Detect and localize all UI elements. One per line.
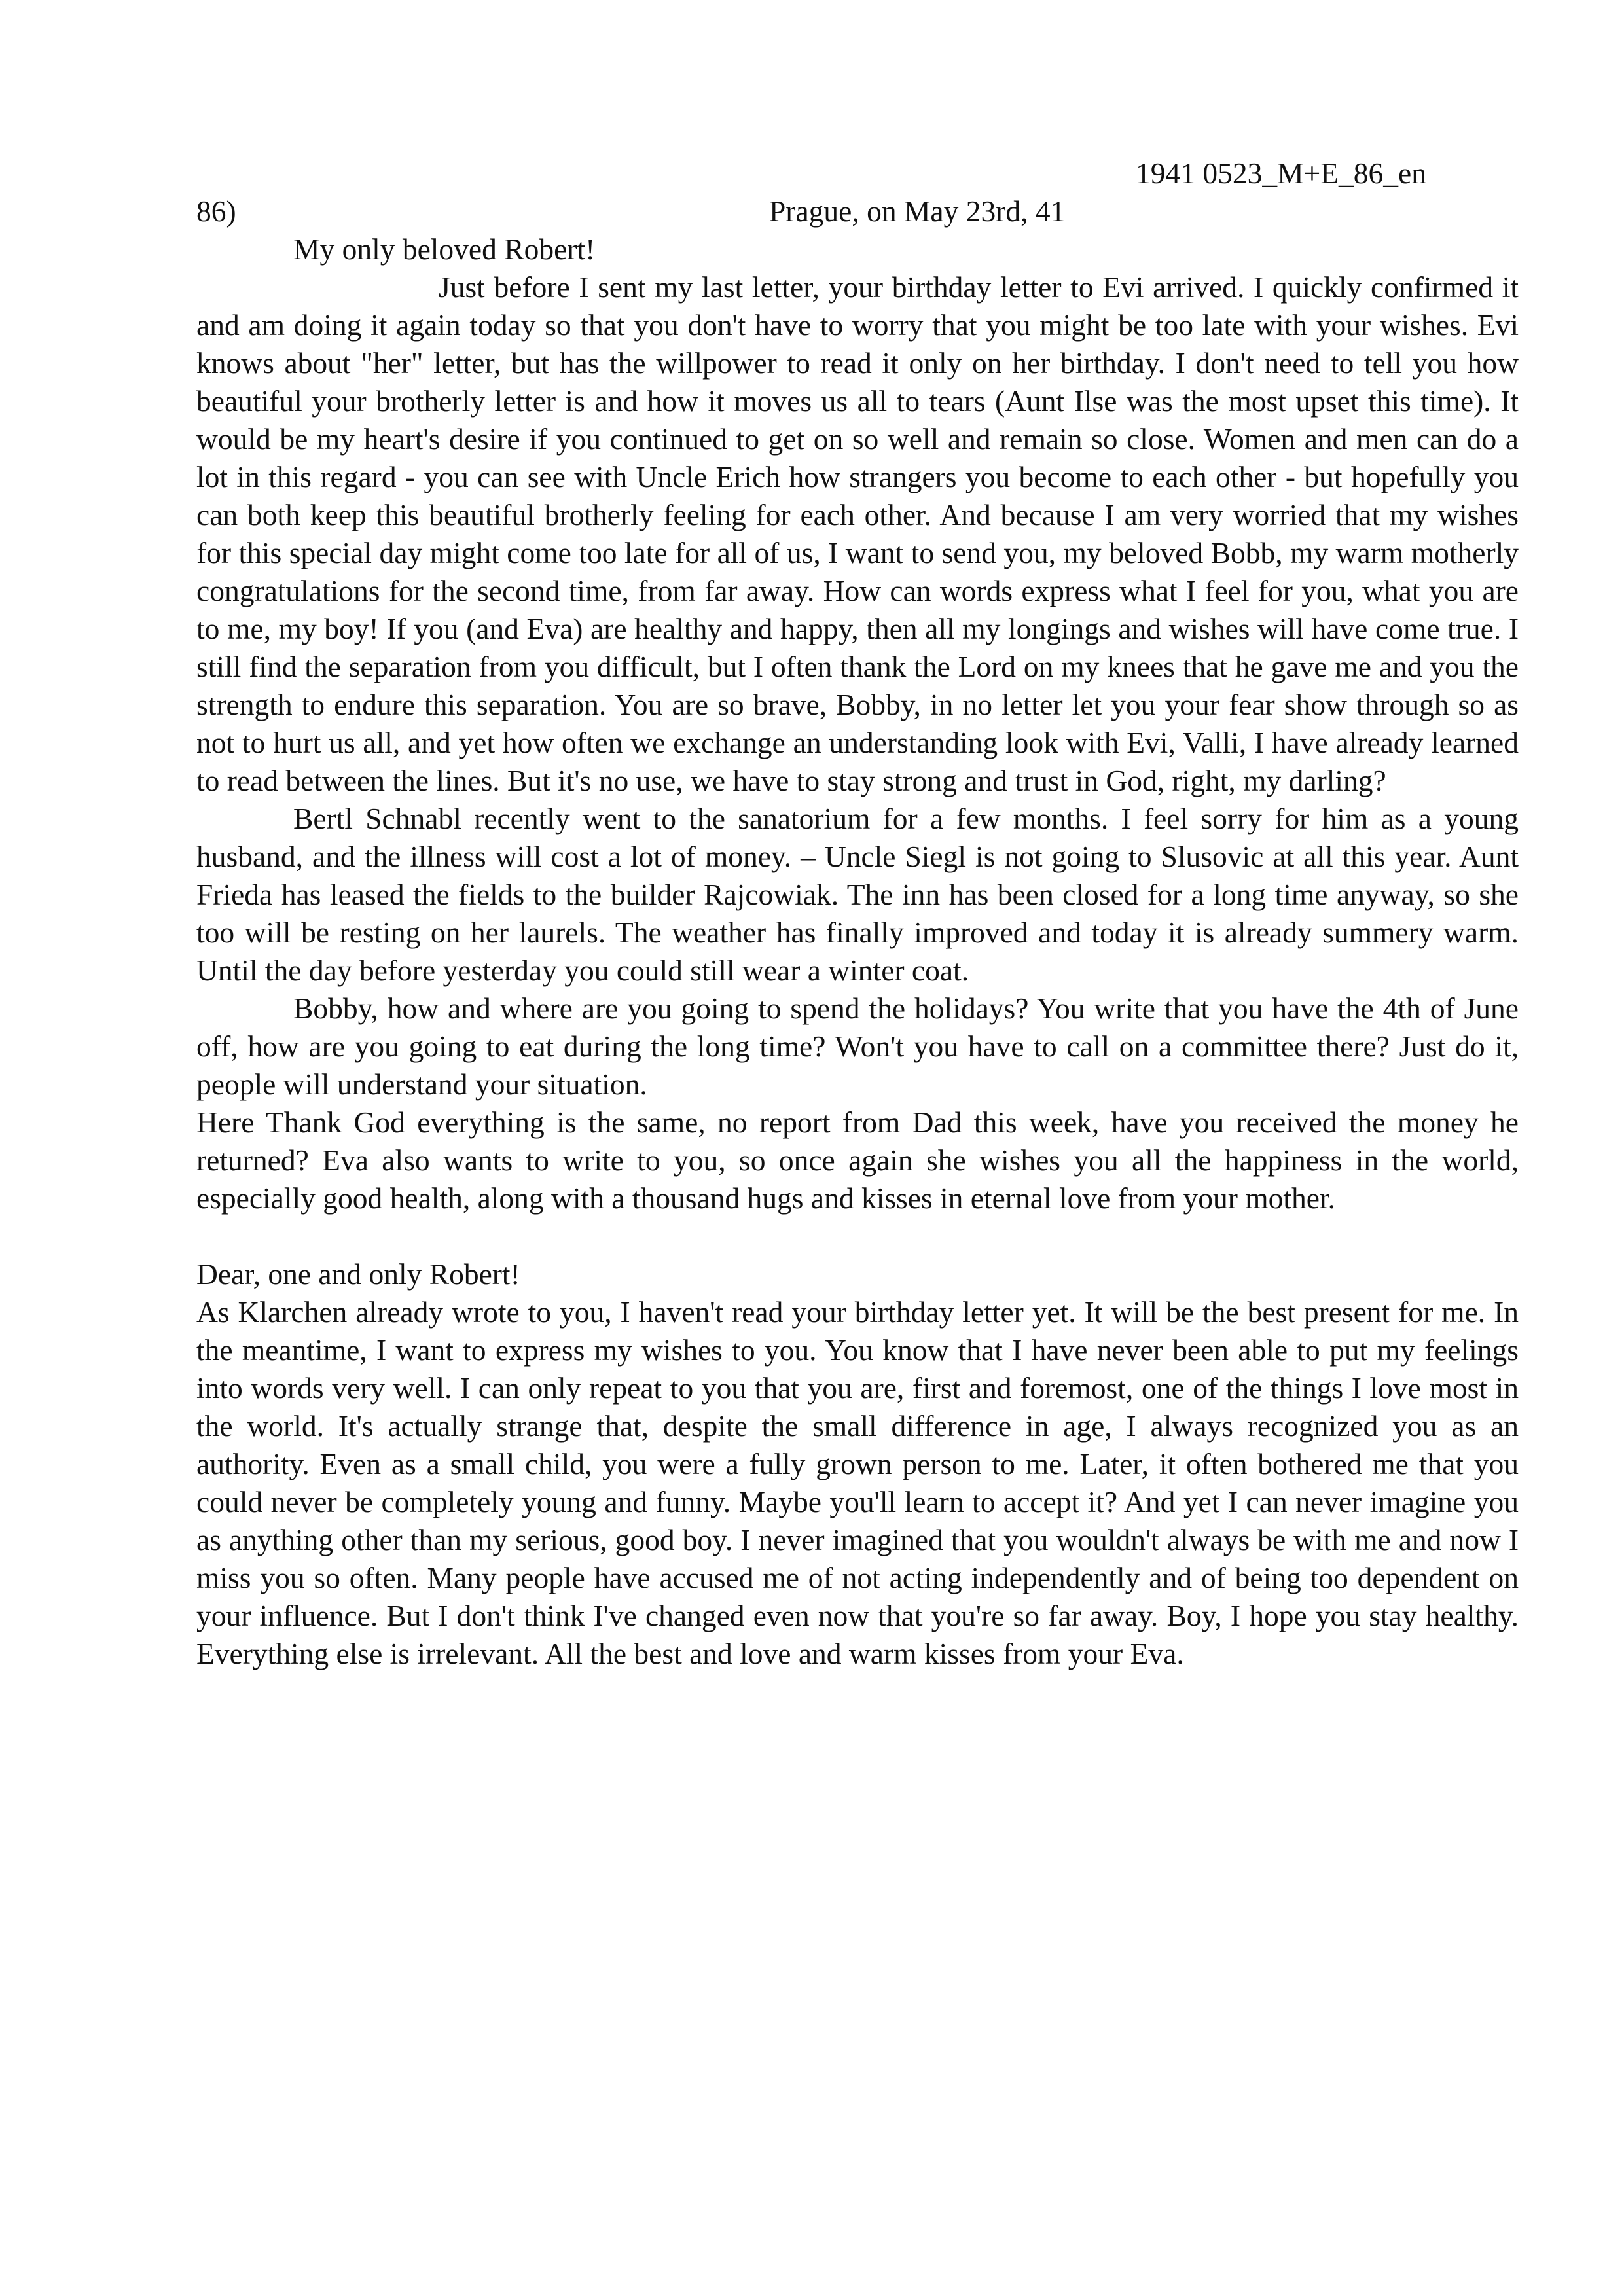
mother-paragraph: Here Thank God everything is the same, no report from Dad this week, have you received the money he returned? Eva also wants to write to you, so once again she wishes you all the happiness in the world, especially good health, along with a thousand hugs and kisses in eternal love from your mother.: [196, 1105, 1519, 1215]
section-gap: [196, 1217, 1519, 1255]
eva-paragraph: As Klarchen already wrote to you, I haven't read your birthday letter yet. It will be the best present for me. In the meantime, I want to express my wishes to you. You know that I have never been able to put my feelings into words very well. I can only repeat to you that you are, first and foremost, one of the things I love most in the world. It's actually strange that, despite the small difference in age, I always recognized you as an authority. Even as a small child, you were a fully grown person to me. Later, it often bothered me that you could never be completely young and funny. Maybe you'll learn to accept it? And yet I can never imagine you as anything other than my serious, good boy. I never imagined that you wouldn't always be with me and now I miss you so often. Many people have accused me of not acting independently and of being too dependent on your influence. But I don't think I've changed even now that you're so far away. Boy, I hope you stay healthy. Everything else is irrelevant. All the best and love and warm kisses from your Eva.: [196, 1295, 1519, 1670]
eva-salutation: Dear, one and only Robert!: [196, 1257, 520, 1291]
mother-paragraph: Bertl Schnabl recently went to the sanatorium for a few months. I feel sorry for him as a young husband, and the illness will cost a lot of money. – Uncle Siegl is not going to Slusovic at all this year. Aunt Frieda has leased the fields to the builder Rajcowiak. The inn has been closed for a long time anyway, so she too will be resting on her laurels. The weather has finally improved and today it is already summery warm. Until the day before yesterday you could still wear a winter coat.: [196, 802, 1519, 987]
place-date: Prague, on May 23rd, 41: [769, 194, 1066, 228]
mother-salutation: My only beloved Robert!: [293, 232, 596, 266]
mother-paragraph: Just before I sent my last letter, your birthday letter to Evi arrived. I quickly confirmed it and am doing it again today so that you don't have to worry that you might be too late with your wishes. Evi knows about "her" letter, but has the willpower to read it only on her birthday. I don't need to tell you how beautiful your brotherly letter is and how it moves us all to tears (Aunt Ilse was the most upset this time). It would be my heart's desire if you continued to get on so well and remain so close. Women and men can do a lot in this regard - you can see with Uncle Erich how strangers you become to each other - but hopefully you can both keep this beautiful brotherly feeling for each other. And because I am very worried that my wishes for this special day might come too late for all of us, I want to send you, my beloved Bobb, my warm motherly congratulations for the second time, from far away. How can words express what I feel for you, what you are to me, my boy! If you (and Eva) are healthy and happy, then all my longings and wishes will have come true. I still find the separation from you difficult, but I often thank the Lord on my knees that he gave me and you the strength to endure this separation. You are so brave, Bobby, in no letter let you your fear show through so as not to hurt us all, and yet how often we exchange an understanding look with Evi, Valli, I have already learned to read between the lines. But it's no use, we have to stay strong and trust in God, right, my darling?: [196, 270, 1519, 797]
letter-body: [196, 230, 1519, 1673]
mother-paragraph: Bobby, how and where are you going to spend the holidays? You write that you have the 4th of June off, how are you going to eat during the long time? Won't you have to call on a committee there? Just do it, people will understand your situation.: [196, 992, 1519, 1101]
letter-number: 86): [196, 194, 236, 228]
document-id: 1941 0523_M+E_86_en: [1136, 156, 1426, 190]
